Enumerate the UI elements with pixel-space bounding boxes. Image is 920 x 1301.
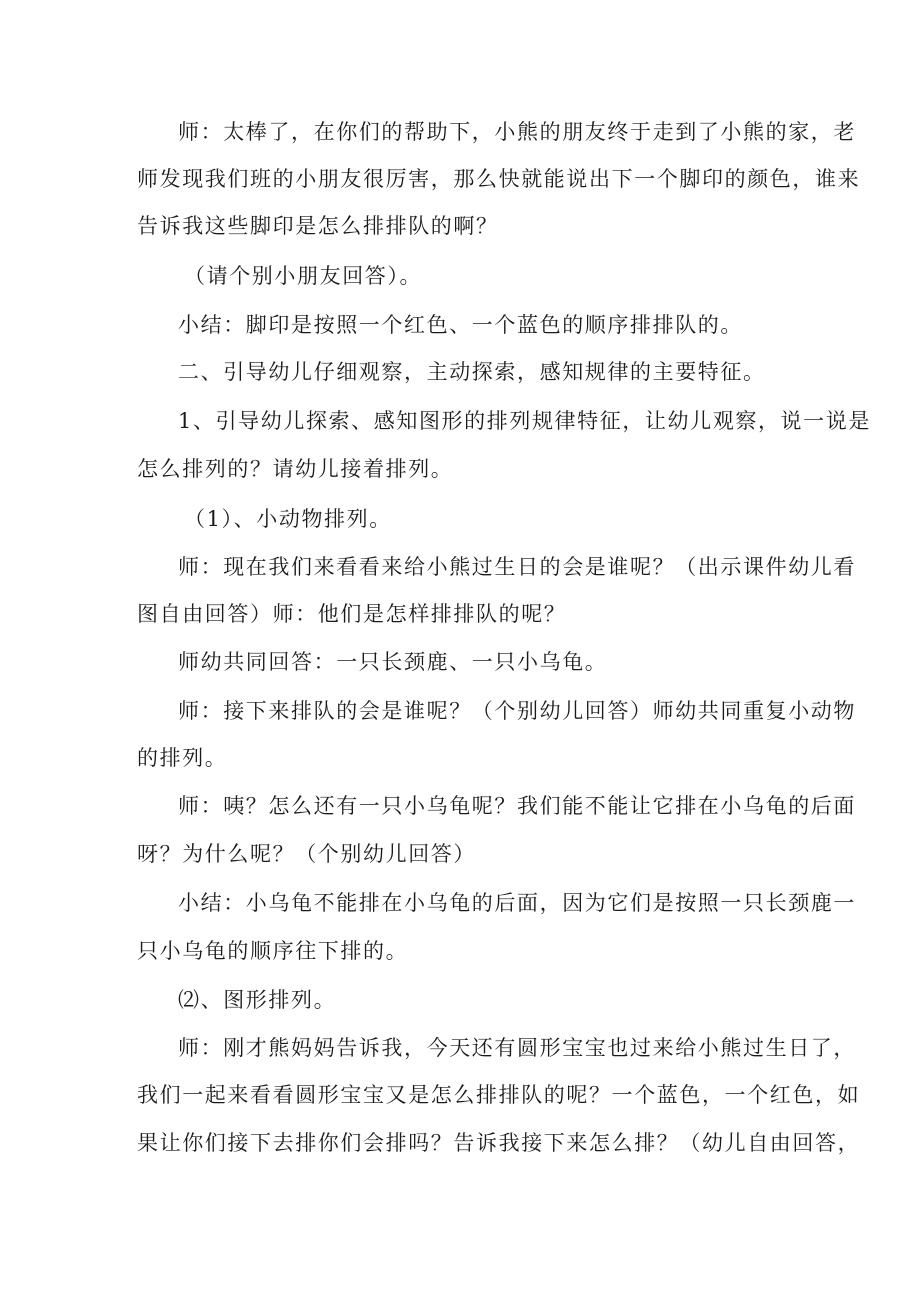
paragraph-line: （请个别小朋友回答）。 — [184, 264, 423, 288]
paragraph-line: 1、引导幼儿探索、感知图形的排列规律特征，让幼儿观察，说一说是 — [178, 409, 871, 433]
paragraph-line: 师：咦？怎么还有一只小乌龟呢？我们能不能让它排在小乌龟的后面 — [178, 794, 856, 818]
paragraph-line: 师：接下来排队的会是谁呢？（个别幼儿回答）师幼共同重复小动物 — [178, 699, 856, 723]
paragraph-line: 师发现我们班的小朋友很厉害，那么快就能说出下一个脚印的颜色，谁来 — [137, 167, 861, 191]
paragraph-line: 小结：小乌龟不能排在小乌龟的后面，因为它们是按照一只长颈鹿一 — [178, 891, 856, 915]
paragraph-line: 师：现在我们来看看来给小熊过生日的会是谁呢？（出示课件幼儿看 — [178, 555, 856, 579]
paragraph-line: 怎么排列的？请幼儿接着排列。 — [137, 457, 454, 481]
paragraph-line: 我们一起来看看圆形宝宝又是怎么排排队的呢？一个蓝色，一个红色，如 — [137, 1083, 861, 1107]
paragraph-line: 师幼共同回答：一只长颈鹿、一只小乌龟。 — [178, 650, 608, 674]
subsection-heading: ⑵、图形排列。 — [178, 988, 337, 1012]
paragraph-line: 呀？为什么呢？（个别幼儿回答） — [137, 842, 476, 866]
paragraph-line: 果让你们接下去排你们会排吗？告诉我接下来怎么排？（幼儿自由回答， — [137, 1131, 861, 1155]
paragraph-line: 图自由回答）师：他们是怎样排排队的呢？ — [137, 602, 567, 626]
paragraph-line: 师：刚才熊妈妈告诉我，今天还有圆形宝宝也过来给小熊过生日了， — [178, 1036, 856, 1060]
paragraph-line: 师：太棒了，在你们的帮助下，小熊的朋友终于走到了小熊的家，老 — [178, 120, 856, 144]
section-heading: 二、引导幼儿仔细观察，主动探索，感知规律的主要特征。 — [178, 360, 766, 384]
paragraph-line: 小结：脚印是按照一个红色、一个蓝色的顺序排排队的。 — [178, 313, 743, 337]
subsection-heading: （1）、小动物排列。 — [184, 507, 392, 531]
paragraph-line: 告诉我这些脚印是怎么排排队的啊？ — [137, 214, 499, 238]
paragraph-line: 只小乌龟的顺序往下排的。 — [137, 939, 409, 963]
paragraph-line: 的排列。 — [137, 746, 228, 770]
